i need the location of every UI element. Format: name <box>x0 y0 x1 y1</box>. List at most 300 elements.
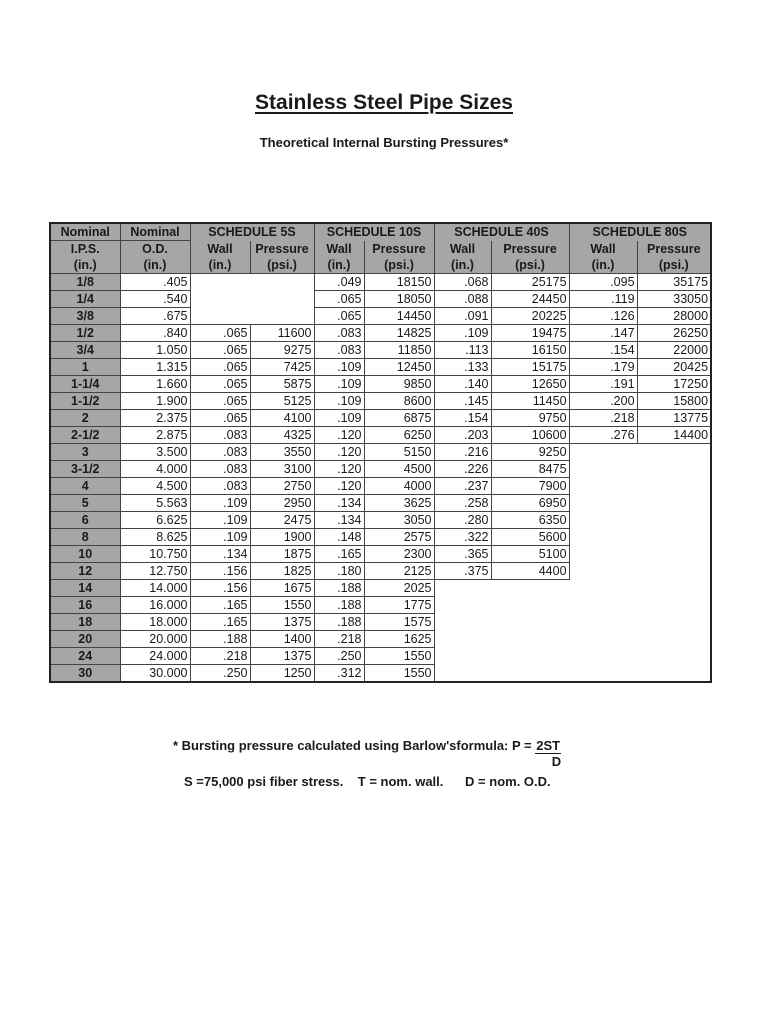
empty-cell <box>569 563 637 580</box>
wall-cell: .109 <box>314 410 364 427</box>
ips-cell: 5 <box>50 495 120 512</box>
pressure-cell: 5125 <box>250 393 314 410</box>
ips-cell: 1/4 <box>50 291 120 308</box>
table-row <box>50 376 711 393</box>
pressure-cell: 35175 <box>637 274 711 291</box>
pressure-cell: 1775 <box>364 597 434 614</box>
wall-cell: .365 <box>434 546 491 563</box>
header-od-unit: (in.) <box>120 257 190 274</box>
wall-cell: .188 <box>314 580 364 597</box>
wall-cell: .083 <box>314 325 364 342</box>
pressure-cell: 2950 <box>250 495 314 512</box>
wall-cell: .148 <box>314 529 364 546</box>
fraction-numerator: 2ST <box>536 738 561 753</box>
table-row <box>50 580 711 597</box>
od-cell: 1.315 <box>120 359 190 376</box>
pressure-cell: 12650 <box>491 376 569 393</box>
page-subtitle: Theoretical Internal Bursting Pressures* <box>259 135 509 150</box>
empty-cell <box>637 563 711 580</box>
wall-cell: .109 <box>314 376 364 393</box>
pressure-cell: 4500 <box>364 461 434 478</box>
barlow-fraction <box>535 738 561 769</box>
empty-cell <box>434 614 491 631</box>
table-row <box>50 512 711 529</box>
wall-cell: .312 <box>314 665 364 683</box>
od-cell: 10.750 <box>120 546 190 563</box>
pressure-cell: 3625 <box>364 495 434 512</box>
od-cell: 12.750 <box>120 563 190 580</box>
wall-cell: .120 <box>314 478 364 495</box>
header-pressure: Pressure <box>364 241 434 258</box>
ips-cell: 1/2 <box>50 325 120 342</box>
header-schedule-10s: SCHEDULE 10S <box>314 223 434 241</box>
wall-cell: .237 <box>434 478 491 495</box>
pressure-cell: 1550 <box>364 648 434 665</box>
table-row <box>50 427 711 444</box>
ips-cell: 14 <box>50 580 120 597</box>
wall-cell: .147 <box>569 325 637 342</box>
ips-cell: 2 <box>50 410 120 427</box>
pressure-cell: 8600 <box>364 393 434 410</box>
wall-cell: .065 <box>314 308 364 325</box>
ips-cell: 8 <box>50 529 120 546</box>
pressure-cell: 4325 <box>250 427 314 444</box>
header-pressure-unit: (psi.) <box>364 257 434 274</box>
pressure-cell: 18150 <box>364 274 434 291</box>
wall-cell: .109 <box>314 393 364 410</box>
empty-cell <box>491 580 569 597</box>
pressure-cell: 24450 <box>491 291 569 308</box>
pressure-cell: 19475 <box>491 325 569 342</box>
wall-cell: .203 <box>434 427 491 444</box>
pressure-cell: 1400 <box>250 631 314 648</box>
wall-cell: .165 <box>314 546 364 563</box>
empty-cell <box>569 648 637 665</box>
pressure-cell: 9250 <box>491 444 569 461</box>
header-pressure-unit: (psi.) <box>491 257 569 274</box>
pressure-cell: 18050 <box>364 291 434 308</box>
empty-cell <box>569 461 637 478</box>
table-body <box>50 274 711 683</box>
wall-cell: .280 <box>434 512 491 529</box>
wall-cell: .083 <box>314 342 364 359</box>
pressure-cell: 1825 <box>250 563 314 580</box>
od-cell: 1.050 <box>120 342 190 359</box>
wall-cell: .216 <box>434 444 491 461</box>
pressure-cell: 26250 <box>637 325 711 342</box>
pressure-cell: 12450 <box>364 359 434 376</box>
wall-cell: .065 <box>190 342 250 359</box>
wall-cell: .095 <box>569 274 637 291</box>
pressure-cell: 1575 <box>364 614 434 631</box>
wall-cell: .179 <box>569 359 637 376</box>
header-pressure-unit: (psi.) <box>250 257 314 274</box>
ips-cell: 1 <box>50 359 120 376</box>
ips-cell: 4 <box>50 478 120 495</box>
pressure-cell: 22000 <box>637 342 711 359</box>
wall-cell: .133 <box>434 359 491 376</box>
pressure-cell: 11600 <box>250 325 314 342</box>
table-row <box>50 274 711 291</box>
empty-cell <box>569 495 637 512</box>
wall-cell: .165 <box>190 597 250 614</box>
od-cell: 6.625 <box>120 512 190 529</box>
wall-cell: .154 <box>569 342 637 359</box>
pressure-cell: 3100 <box>250 461 314 478</box>
header-wall-unit: (in.) <box>190 257 250 274</box>
pressure-cell: 4100 <box>250 410 314 427</box>
table-row <box>50 325 711 342</box>
table-row <box>50 291 711 308</box>
wall-cell: .049 <box>314 274 364 291</box>
ips-cell: 1/8 <box>50 274 120 291</box>
header-nominal-ips: Nominal <box>50 223 120 241</box>
empty-cell <box>569 546 637 563</box>
wall-cell: .180 <box>314 563 364 580</box>
pressure-cell: 6350 <box>491 512 569 529</box>
pressure-cell: 9275 <box>250 342 314 359</box>
od-cell: 3.500 <box>120 444 190 461</box>
pressure-cell: 2575 <box>364 529 434 546</box>
pressure-cell: 6250 <box>364 427 434 444</box>
wall-cell: .109 <box>190 512 250 529</box>
pressure-cell: 1375 <box>250 648 314 665</box>
table-row <box>50 308 711 325</box>
od-cell: .405 <box>120 274 190 291</box>
wall-cell: .156 <box>190 580 250 597</box>
wall-cell: .065 <box>190 325 250 342</box>
wall-cell: .109 <box>190 529 250 546</box>
wall-cell: .109 <box>314 359 364 376</box>
table-row <box>50 393 711 410</box>
wall-cell: .065 <box>190 410 250 427</box>
fraction-denominator: D <box>551 754 562 769</box>
ips-cell: 24 <box>50 648 120 665</box>
pressure-cell: 28000 <box>637 308 711 325</box>
wall-cell: .258 <box>434 495 491 512</box>
pressure-cell: 5875 <box>250 376 314 393</box>
table-row <box>50 563 711 580</box>
empty-cell <box>637 512 711 529</box>
wall-cell: .375 <box>434 563 491 580</box>
od-cell: 8.625 <box>120 529 190 546</box>
wall-cell: .188 <box>314 597 364 614</box>
pressure-cell: 15175 <box>491 359 569 376</box>
header-wall: Wall <box>434 241 491 258</box>
wall-cell: .145 <box>434 393 491 410</box>
pressure-cell: 20225 <box>491 308 569 325</box>
header-wall: Wall <box>314 241 364 258</box>
wall-cell: .065 <box>190 359 250 376</box>
wall-cell: .140 <box>434 376 491 393</box>
table-row <box>50 665 711 683</box>
pressure-cell: 1675 <box>250 580 314 597</box>
od-cell: 16.000 <box>120 597 190 614</box>
wall-cell: .134 <box>190 546 250 563</box>
pressure-cell: 2750 <box>250 478 314 495</box>
wall-cell: .154 <box>434 410 491 427</box>
header-pressure: Pressure <box>637 241 711 258</box>
ips-cell: 12 <box>50 563 120 580</box>
empty-cell <box>491 631 569 648</box>
empty-cell <box>569 614 637 631</box>
table-row <box>50 478 711 495</box>
empty-cell <box>637 529 711 546</box>
wall-cell: .226 <box>434 461 491 478</box>
empty-cell <box>637 597 711 614</box>
pressure-cell: 4400 <box>491 563 569 580</box>
empty-cell <box>569 444 637 461</box>
header-ips-line2: I.P.S. <box>50 241 120 258</box>
wall-cell: .250 <box>314 648 364 665</box>
empty-cell <box>637 495 711 512</box>
wall-cell: .083 <box>190 461 250 478</box>
empty-cell <box>491 648 569 665</box>
wall-cell: .083 <box>190 444 250 461</box>
wall-cell: .088 <box>434 291 491 308</box>
ips-cell: 10 <box>50 546 120 563</box>
pressure-cell: 11850 <box>364 342 434 359</box>
header-wall-unit: (in.) <box>569 257 637 274</box>
table-row <box>50 444 711 461</box>
footnote-text: * Bursting pressure calculated using Barlow'sformula: P = <box>173 738 536 753</box>
ips-cell: 3/8 <box>50 308 120 325</box>
wall-cell: .276 <box>569 427 637 444</box>
header-pressure: Pressure <box>250 241 314 258</box>
table-row <box>50 342 711 359</box>
empty-cell <box>637 580 711 597</box>
empty-cell <box>190 274 250 291</box>
wall-cell: .119 <box>569 291 637 308</box>
pressure-cell: 1550 <box>250 597 314 614</box>
empty-cell <box>434 665 491 683</box>
wall-cell: .134 <box>314 512 364 529</box>
pressure-cell: 1375 <box>250 614 314 631</box>
pressure-cell: 13775 <box>637 410 711 427</box>
wall-cell: .120 <box>314 444 364 461</box>
ips-cell: 30 <box>50 665 120 683</box>
empty-cell <box>569 478 637 495</box>
wall-cell: .065 <box>190 376 250 393</box>
header-wall: Wall <box>190 241 250 258</box>
table-row <box>50 410 711 427</box>
pressure-cell: 9750 <box>491 410 569 427</box>
empty-cell <box>637 631 711 648</box>
od-cell: 4.500 <box>120 478 190 495</box>
pressure-cell: 6950 <box>491 495 569 512</box>
od-cell: 1.900 <box>120 393 190 410</box>
pressure-cell: 9850 <box>364 376 434 393</box>
empty-cell <box>637 461 711 478</box>
pressure-cell: 10600 <box>491 427 569 444</box>
od-cell: 24.000 <box>120 648 190 665</box>
footnote-definitions: S =75,000 psi fiber stress. T = nom. wall. D = nom. O.D. <box>184 774 551 789</box>
empty-cell <box>637 648 711 665</box>
wall-cell: .165 <box>190 614 250 631</box>
header-nominal-od: Nominal <box>120 223 190 241</box>
empty-cell <box>434 648 491 665</box>
ips-cell: 16 <box>50 597 120 614</box>
pressure-cell: 7900 <box>491 478 569 495</box>
od-cell: .540 <box>120 291 190 308</box>
empty-cell <box>637 478 711 495</box>
empty-cell <box>434 631 491 648</box>
od-cell: 1.660 <box>120 376 190 393</box>
pressure-cell: 5150 <box>364 444 434 461</box>
od-cell: .840 <box>120 325 190 342</box>
header-ips-unit: (in.) <box>50 257 120 274</box>
ips-cell: 3 <box>50 444 120 461</box>
pressure-cell: 3050 <box>364 512 434 529</box>
ips-cell: 3-1/2 <box>50 461 120 478</box>
empty-cell <box>491 614 569 631</box>
empty-cell <box>637 444 711 461</box>
wall-cell: .322 <box>434 529 491 546</box>
empty-cell <box>434 597 491 614</box>
pressure-cell: 4000 <box>364 478 434 495</box>
wall-cell: .109 <box>190 495 250 512</box>
header-od-line2: O.D. <box>120 241 190 258</box>
pressure-cell: 17250 <box>637 376 711 393</box>
od-cell: 14.000 <box>120 580 190 597</box>
pressure-cell: 1625 <box>364 631 434 648</box>
pressure-cell: 3550 <box>250 444 314 461</box>
ips-cell: 3/4 <box>50 342 120 359</box>
header-schedule-5s: SCHEDULE 5S <box>190 223 314 241</box>
od-cell: 4.000 <box>120 461 190 478</box>
empty-cell <box>190 291 250 308</box>
empty-cell <box>569 580 637 597</box>
pressure-cell: 1900 <box>250 529 314 546</box>
wall-cell: .120 <box>314 427 364 444</box>
pressure-cell: 6875 <box>364 410 434 427</box>
table-row <box>50 614 711 631</box>
pressure-cell: 14825 <box>364 325 434 342</box>
table-row <box>50 597 711 614</box>
pressure-cell: 5100 <box>491 546 569 563</box>
header-pressure: Pressure <box>491 241 569 258</box>
empty-cell <box>250 308 314 325</box>
empty-cell <box>637 546 711 563</box>
wall-cell: .065 <box>314 291 364 308</box>
empty-cell <box>434 580 491 597</box>
table-row <box>50 461 711 478</box>
wall-cell: .065 <box>190 393 250 410</box>
ips-cell: 18 <box>50 614 120 631</box>
wall-cell: .068 <box>434 274 491 291</box>
empty-cell <box>637 665 711 683</box>
table-row <box>50 546 711 563</box>
empty-cell <box>569 529 637 546</box>
page-title: Stainless Steel Pipe Sizes <box>255 91 513 114</box>
wall-cell: .113 <box>434 342 491 359</box>
header-wall-unit: (in.) <box>434 257 491 274</box>
pressure-cell: 5600 <box>491 529 569 546</box>
empty-cell <box>569 665 637 683</box>
table-row <box>50 495 711 512</box>
empty-cell <box>569 631 637 648</box>
od-cell: 2.875 <box>120 427 190 444</box>
pipe-sizes-table <box>49 222 712 683</box>
pressure-cell: 2475 <box>250 512 314 529</box>
wall-cell: .120 <box>314 461 364 478</box>
wall-cell: .126 <box>569 308 637 325</box>
wall-cell: .109 <box>434 325 491 342</box>
wall-cell: .218 <box>190 648 250 665</box>
pressure-cell: 20425 <box>637 359 711 376</box>
od-cell: 18.000 <box>120 614 190 631</box>
wall-cell: .134 <box>314 495 364 512</box>
header-pressure-unit: (psi.) <box>637 257 711 274</box>
wall-cell: .200 <box>569 393 637 410</box>
empty-cell <box>569 597 637 614</box>
pressure-cell: 16150 <box>491 342 569 359</box>
ips-cell: 6 <box>50 512 120 529</box>
pressure-cell: 8475 <box>491 461 569 478</box>
wall-cell: .188 <box>190 631 250 648</box>
header-schedule-80s: SCHEDULE 80S <box>569 223 711 241</box>
pressure-cell: 14400 <box>637 427 711 444</box>
pressure-cell: 15800 <box>637 393 711 410</box>
empty-cell <box>637 614 711 631</box>
ips-cell: 1-1/2 <box>50 393 120 410</box>
table-row <box>50 631 711 648</box>
pressure-cell: 11450 <box>491 393 569 410</box>
ips-cell: 2-1/2 <box>50 427 120 444</box>
header-schedule-40s: SCHEDULE 40S <box>434 223 569 241</box>
pressure-cell: 25175 <box>491 274 569 291</box>
table-row <box>50 359 711 376</box>
wall-cell: .250 <box>190 665 250 683</box>
empty-cell <box>491 597 569 614</box>
wall-cell: .083 <box>190 478 250 495</box>
wall-cell: .188 <box>314 614 364 631</box>
pressure-cell: 1550 <box>364 665 434 683</box>
empty-cell <box>491 665 569 683</box>
empty-cell <box>250 274 314 291</box>
od-cell: 2.375 <box>120 410 190 427</box>
ips-cell: 20 <box>50 631 120 648</box>
wall-cell: .083 <box>190 427 250 444</box>
pressure-cell: 1250 <box>250 665 314 683</box>
ips-cell: 1-1/4 <box>50 376 120 393</box>
empty-cell <box>569 512 637 529</box>
od-cell: 5.563 <box>120 495 190 512</box>
od-cell: .675 <box>120 308 190 325</box>
wall-cell: .191 <box>569 376 637 393</box>
wall-cell: .218 <box>569 410 637 427</box>
footnote-formula <box>173 738 561 769</box>
table-row <box>50 529 711 546</box>
pressure-cell: 14450 <box>364 308 434 325</box>
pressure-cell: 33050 <box>637 291 711 308</box>
wall-cell: .218 <box>314 631 364 648</box>
empty-cell <box>190 308 250 325</box>
pressure-cell: 2125 <box>364 563 434 580</box>
empty-cell <box>250 291 314 308</box>
pressure-cell: 7425 <box>250 359 314 376</box>
pressure-cell: 2025 <box>364 580 434 597</box>
wall-cell: .156 <box>190 563 250 580</box>
od-cell: 30.000 <box>120 665 190 683</box>
pressure-cell: 1875 <box>250 546 314 563</box>
pressure-cell: 2300 <box>364 546 434 563</box>
header-wall: Wall <box>569 241 637 258</box>
od-cell: 20.000 <box>120 631 190 648</box>
wall-cell: .091 <box>434 308 491 325</box>
table-row <box>50 648 711 665</box>
header-wall-unit: (in.) <box>314 257 364 274</box>
